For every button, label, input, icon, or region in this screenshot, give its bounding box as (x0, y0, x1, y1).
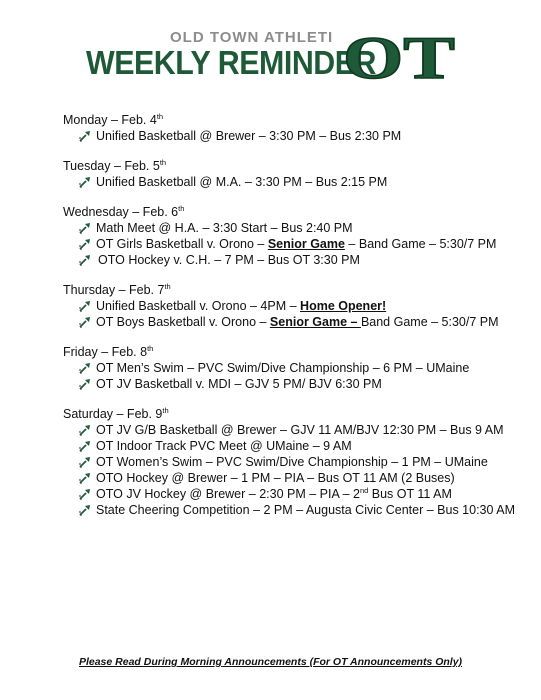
day-title (63, 282, 523, 298)
event-item (63, 220, 523, 236)
header-subtitle: OLD TOWN ATHLETI (170, 29, 334, 46)
event-highlight: Senior Game (267, 237, 345, 251)
event-item (63, 376, 523, 392)
arrow-bullet-icon (78, 377, 92, 391)
day-title-ordinal: th (178, 204, 185, 213)
event-item (63, 314, 523, 330)
arrow-bullet-icon (78, 237, 92, 251)
event-text: OTO JV Hockey @ Brewer – 2:30 PM – PIA – 2 (96, 487, 360, 501)
event-text-tail: – Band Game – 5:30/7 PM (344, 237, 497, 251)
day-title-ordinal: th (147, 344, 154, 353)
event-item (63, 236, 523, 252)
day-section (63, 158, 523, 190)
header-title: WEEKLY REMINDER (86, 44, 377, 81)
event-ordinal: nd (359, 486, 369, 495)
arrow-bullet-icon (78, 471, 92, 485)
day-title-ordinal: th (162, 406, 169, 415)
arrow-bullet-icon (78, 361, 92, 375)
event-text: OT Boys Basketball v. Orono – (96, 315, 270, 329)
event-item (63, 470, 523, 486)
header-banner (86, 28, 458, 86)
event-text: State Cheering Competition – 2 PM – Augusta Civic Center – Bus 10:30 AM (96, 503, 515, 517)
arrow-bullet-icon (78, 455, 92, 469)
day-section (63, 344, 523, 392)
schedule (63, 112, 523, 532)
arrow-bullet-icon (78, 487, 92, 501)
day-title-text: Thursday – Feb. 7 (63, 283, 165, 297)
arrow-bullet-icon (78, 299, 92, 313)
day-title (63, 204, 523, 220)
ot-logo (340, 28, 458, 86)
day-section (63, 204, 523, 268)
day-title-ordinal: th (159, 158, 167, 167)
event-text-tail: Bus OT 11 AM (368, 487, 452, 501)
arrow-bullet-icon (78, 423, 92, 437)
event-item (63, 422, 523, 438)
event-text: OT Girls Basketball v. Orono – (96, 237, 268, 251)
event-highlight: Home Opener! (300, 299, 387, 313)
event-item (63, 486, 523, 502)
day-title-text: Monday – Feb. 4 (63, 113, 157, 127)
ot-logo-letters: OT (343, 28, 455, 86)
event-item (63, 298, 523, 314)
event-highlight: Senior Game – (269, 315, 361, 329)
event-item (63, 252, 523, 268)
arrow-bullet-icon (78, 221, 92, 235)
event-text: OT Women’s Swim – PVC Swim/Dive Championship – 1 PM – UMaine (96, 455, 488, 469)
event-text: Unified Basketball @ Brewer – 3:30 PM – Bus 2:30 PM (96, 129, 402, 143)
day-title (63, 406, 523, 422)
day-title-text: Tuesday – Feb. 5 (63, 159, 160, 173)
day-section (63, 406, 523, 518)
event-text: Unified Basketball v. Orono – 4PM – (96, 299, 301, 313)
day-section (63, 112, 523, 144)
day-title (63, 112, 523, 128)
day-section (63, 282, 523, 330)
event-text: Math Meet @ H.A. – 3:30 Start – Bus 2:40 PM (96, 221, 353, 235)
event-item (63, 502, 523, 518)
day-title-ordinal: th (156, 112, 164, 121)
day-title-text: Saturday – Feb. 9 (63, 407, 163, 421)
arrow-bullet-icon (78, 315, 92, 329)
event-item (63, 454, 523, 470)
event-text: OTO Hockey @ Brewer – 1 PM – PIA – Bus OT 11 AM (2 Buses) (96, 471, 455, 485)
event-text: OT Indoor Track PVC Meet @ UMaine – 9 AM (96, 439, 352, 453)
event-item (63, 438, 523, 454)
arrow-bullet-icon (78, 253, 92, 267)
day-title-ordinal: th (164, 282, 171, 291)
event-text-tail: Band Game – 5:30/7 PM (360, 315, 499, 329)
event-text: OT JV G/B Basketball @ Brewer – GJV 11 AM/BJV 12:30 PM – Bus 9 AM (96, 423, 504, 437)
arrow-bullet-icon (78, 175, 92, 189)
event-item (63, 128, 523, 144)
footer-note: Please Read During Morning Announcements (For OT Announcements Only) (78, 656, 463, 668)
event-text: OTO Hockey v. C.H. – 7 PM – Bus OT 3:30 PM (98, 253, 360, 267)
arrow-bullet-icon (78, 129, 92, 143)
arrow-bullet-icon (78, 503, 92, 517)
arrow-bullet-icon (78, 439, 92, 453)
event-text: Unified Basketball @ M.A. – 3:30 PM – Bus 2:15 PM (96, 175, 388, 189)
day-title-text: Friday – Feb. 8 (63, 345, 148, 359)
event-item (63, 174, 523, 190)
day-title (63, 158, 523, 174)
day-title (63, 344, 523, 360)
event-text: OT Men’s Swim – PVC Swim/Dive Championship – 6 PM – UMaine (96, 361, 470, 375)
event-text: OT JV Basketball v. MDI – GJV 5 PM/ BJV 6:30 PM (96, 377, 382, 391)
day-title-text: Wednesday – Feb. 6 (63, 205, 179, 219)
event-item (63, 360, 523, 376)
